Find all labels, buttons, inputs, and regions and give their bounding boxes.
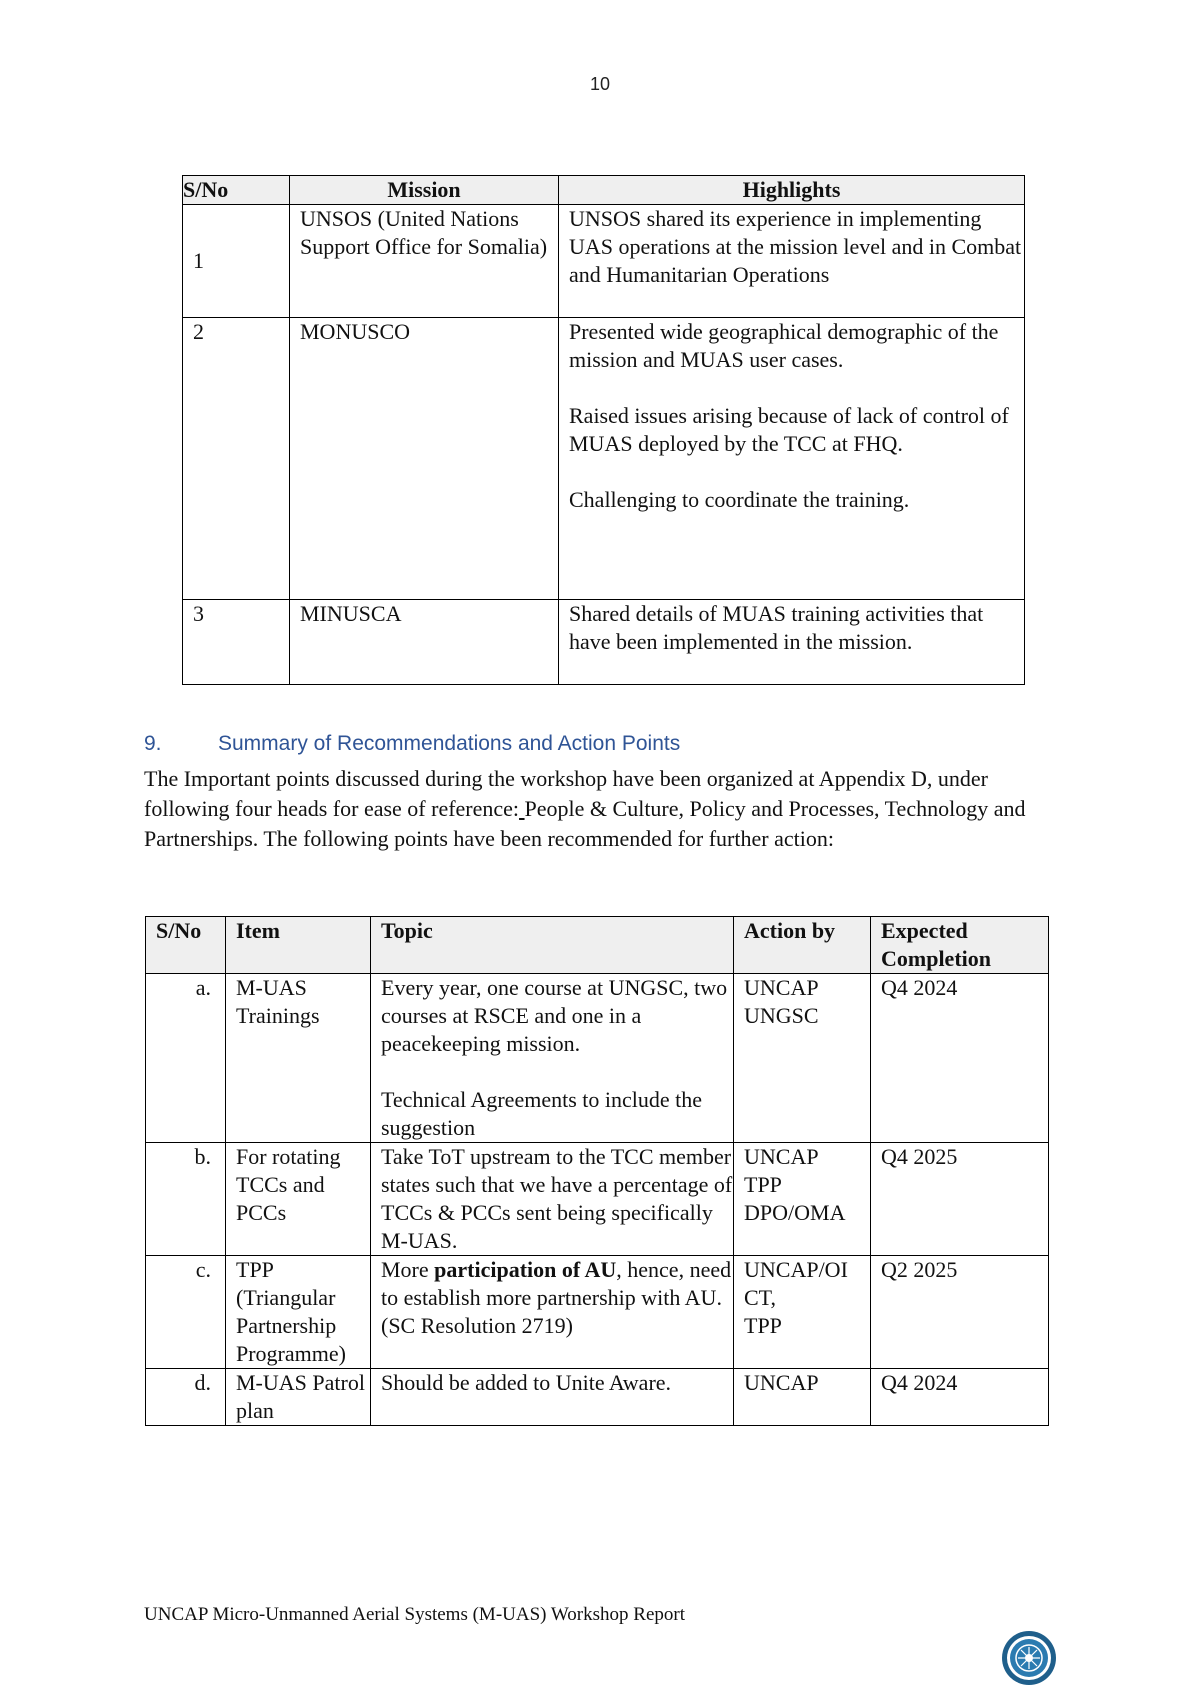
column-header-item: Item [226,917,371,974]
row-highlights: UNSOS shared its experience in implementing UAS operations at the mission level and in Combat and Humanitarian Operations [559,205,1025,318]
column-header-sno: S/No [183,176,290,205]
row-action-by [734,1256,871,1369]
row-highlights [559,318,1025,600]
page-number: 10 [589,74,611,94]
row-completion: Q4 2024 [871,974,1049,1143]
row-mission: MINUSCA [290,600,559,685]
row-completion: Q4 2025 [871,1143,1049,1256]
action-by-entry: UNCAP [744,1370,819,1395]
action-by-entry: TPP [744,1313,782,1338]
row-action-by [734,1143,871,1256]
table-row [146,1143,1049,1256]
topic-paragraph: Every year, one course at UNGSC, two courses at RSCE and one in a peacekeeping mission. [381,975,728,1056]
row-topic: Take ToT upstream to the TCC member states such that we have a percentage of TCCs & PCCs sent being specifically M-UAS. [371,1143,734,1256]
row-action-by [734,974,871,1143]
row-topic: Should be added to Unite Aware. [371,1369,734,1426]
row-sno: d. [146,1369,226,1426]
topic-paragraph: Technical Agreements to include the suggestion [381,1087,703,1140]
footer-text: UNCAP Micro-Unmanned Aerial Systems (M-UAS) Workshop Report [144,1604,685,1625]
row-sno: b. [146,1143,226,1256]
topic-text: More [381,1257,435,1282]
row-mission: MONUSCO [290,318,559,600]
section-heading [144,732,680,756]
column-header-mission: Mission [290,176,559,205]
paragraph-text-part1: The Important points discussed during the workshop have been organized at Appendix D, under following four heads for ease of reference: [144,766,988,821]
highlight-paragraph: Presented wide geographical demographic of the mission and MUAS user cases. [569,319,999,372]
highlight-paragraph: Raised issues arising because of lack of control of MUAS deployed by the TCC at FHQ. [569,403,1009,456]
table-header-row [183,176,1025,205]
action-by-entry: UNCAP [744,975,819,1000]
action-by-entry: CT, [744,1285,776,1310]
table-row [146,1256,1049,1369]
row-action-by [734,1369,871,1426]
column-header-expected-completion: Expected Completion [871,917,1049,974]
paragraph-text-part2: People & Culture, Policy and Processes, Technology and Partnerships. The following points have been recommended for further action: [144,796,1026,851]
table-row [146,974,1049,1143]
column-header-topic: Topic [371,917,734,974]
row-item: M-UAS Trainings [226,974,371,1143]
missions-table [182,175,1025,685]
table-row [146,1369,1049,1426]
column-header-highlights: Highlights [559,176,1025,205]
action-by-entry: UNGSC [744,1003,819,1028]
row-item: M-UAS Patrol plan [226,1369,371,1426]
table-header-row [146,917,1049,974]
topic-text: , hence, need to establish more partnership with AU. (SC Resolution 2719) [381,1257,732,1338]
row-completion: Q2 2025 [871,1256,1049,1369]
row-completion: Q4 2024 [871,1369,1049,1426]
action-by-entry: DPO/OMA [744,1200,846,1225]
action-by-entry: UNCAP/OI [744,1257,848,1282]
row-topic [371,974,734,1143]
action-points-table [145,916,1049,1426]
row-item: For rotating TCCs and PCCs [226,1143,371,1256]
table-row [183,600,1025,685]
row-sno: 1 [183,205,290,318]
column-header-action-by: Action by [734,917,871,974]
row-sno: 3 [183,600,290,685]
row-topic [371,1256,734,1369]
highlight-paragraph: Challenging to coordinate the training. [569,487,910,512]
action-by-entry: UNCAP [744,1144,819,1169]
row-sno: 2 [183,318,290,600]
column-header-sno: S/No [146,917,226,974]
table-row [183,318,1025,600]
row-item: TPP (Triangular Partnership Programme) [226,1256,371,1369]
table-row [183,205,1025,318]
section-paragraph [144,764,1044,854]
section-title: Summary of Recommendations and Action Points [218,732,681,755]
topic-bold-text: participation of AU [434,1257,617,1282]
section-number: 9. [144,732,162,755]
row-sno: c. [146,1256,226,1369]
row-sno: a. [146,974,226,1143]
action-by-entry: TPP [744,1172,782,1197]
row-mission: UNSOS (United Nations Support Office for Somalia) [290,205,559,318]
row-highlights: Shared details of MUAS training activities that have been implemented in the mission. [559,600,1025,685]
uncap-seal-icon [1001,1630,1057,1686]
